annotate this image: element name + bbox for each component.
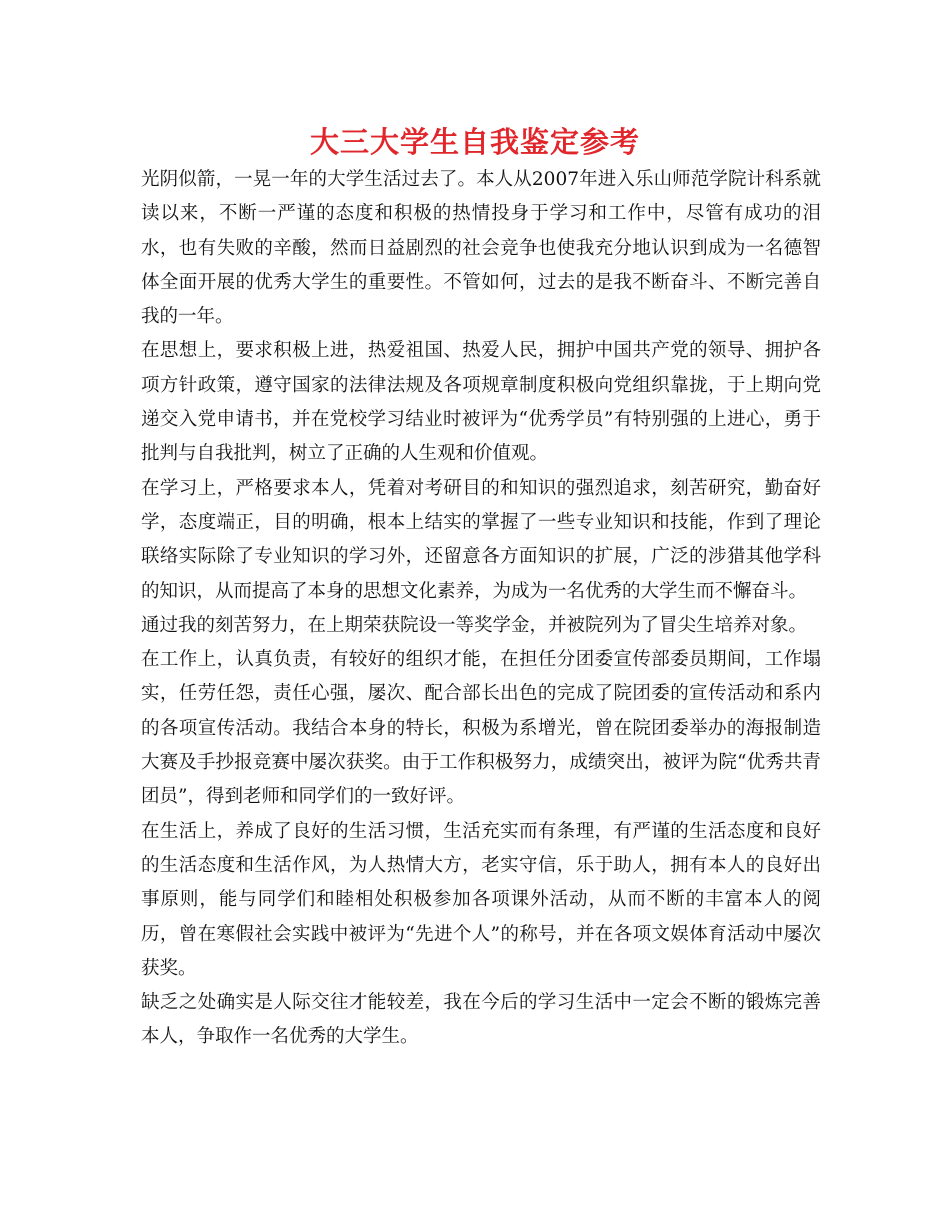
document-body [141, 163, 821, 1055]
paragraph-shortcoming: 缺乏之处确实是人际交往才能较差，我在今后的学习生活中一定会不断的锻炼完善本人，争取作一名优秀的大学生。 [141, 992, 821, 1048]
paragraph-life: 在生活上，养成了良好的生活习惯，生活充实而有条理，有严谨的生活态度和良好的生活态度和生活作风，为人热情大方，老实守信，乐于助人，拥有本人的良好出事原则，能与同学们和睦相处积极参加各项课外活动，从而不断的丰富本人的阅历，曾在寒假社会实践中被评为“先进个人”的称号，并在各项文娱体育活动中屡次获奖。 [141, 820, 821, 979]
document-title: 大三大学生自我鉴定参考 [309, 125, 640, 159]
paragraph-intro: 光阴似箭，一晃一年的大学生活过去了。本人从2007年进入乐山师范学院计科系就读以来，不断一严谨的态度和积极的热情投身于学习和工作中，尽管有成功的泪水，也有失败的辛酸，然而日益剧烈的社会竞争也使我充分地认识到成为一名德智体全面开展的优秀大学生的重要性。不管如何，过去的是我不断奋斗、不断完善自我的一年。 [141, 169, 821, 328]
paragraph-study: 在学习上，严格要求本人，凭着对考研目的和知识的强烈追求，刻苦研究，勤奋好学，态度端正，目的明确，根本上结实的掌握了一些专业知识和技能，作到了理论联络实际除了专业知识的学习外，还留意各方面知识的扩展，广泛的涉猎其他学科的知识，从而提高了本身的思想文化素养，为成为一名优秀的大学生而不懈奋斗。 [141, 477, 821, 602]
paragraph-thought: 在思想上，要求积极上进，热爱祖国、热爱人民，拥护中国共产党的领导、拥护各项方针政策，遵守国家的法律法规及各项规章制度积极向党组织靠拢，于上期向党递交入党申请书，并在党校学习结业时被评为“优秀学员”有特别强的上进心，勇于批判与自我批判，树立了正确的人生观和价值观。 [141, 340, 821, 465]
paragraph-work: 在工作上，认真负责，有较好的组织才能，在担任分团委宣传部委员期间，工作塌实，任劳任怨，责任心强，屡次、配合部长出色的完成了院团委的宣传活动和系内的各项宣传活动。我结合本身的特长，积极为系增光，曾在院团委举办的海报制造大赛及手抄报竞赛中屡次获奖。由于工作积极努力，成绩突出，被评为院“优秀共青团员”，得到老师和同学们的一致好评。 [141, 649, 821, 808]
paragraph-award: 通过我的刻苦努力，在上期荣获院设一等奖学金，并被院列为了冒尖生培养对象。 [141, 614, 808, 636]
